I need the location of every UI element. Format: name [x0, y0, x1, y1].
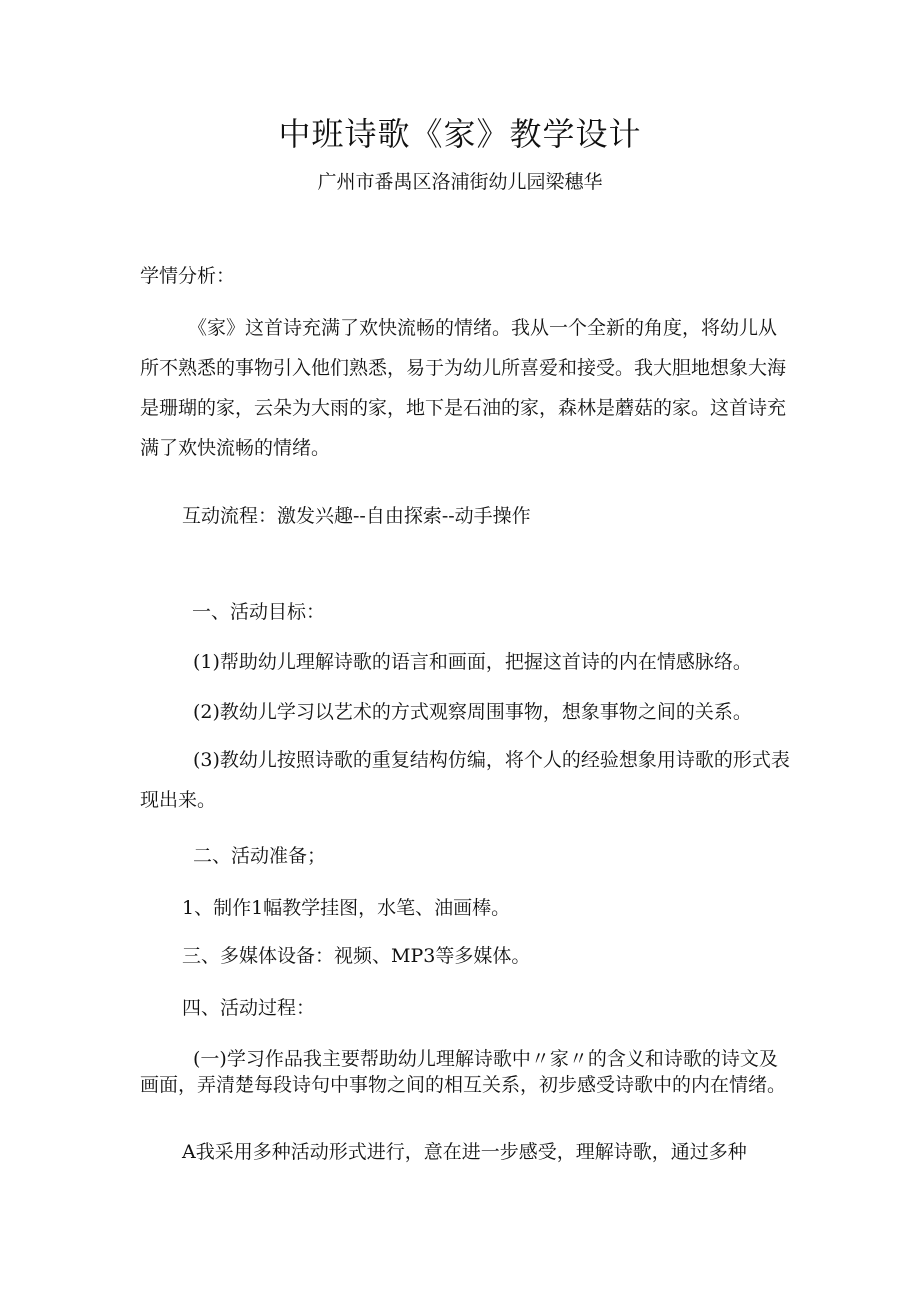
section3-media: 三、多媒体设备：视频、MP3等多媒体。 [182, 945, 531, 967]
goal-item-1: (1)帮助幼儿理解诗歌的语言和画面，把握这首诗的内在情感脉络。 [193, 651, 752, 673]
analysis-heading: 学情分析： [140, 265, 236, 287]
process-item-1: (一)学习作品我主要帮助幼儿理解诗歌中〃家〃的含义和诗歌的诗文及画面，弄清楚每段诗句中事物之间的相互关系，初步感受诗歌中的内在情绪。 [140, 1048, 787, 1096]
interaction-flow: 互动流程：激发兴趣--自由探索--动手操作 [182, 505, 531, 527]
analysis-paragraph: 《家》这首诗充满了欢快流畅的情绪。我从一个全新的角度，将幼儿从所不熟悉的事物引入他们熟悉，易于为幼儿所喜爱和接受。我大胆地想象大海是珊瑚的家，云朵为大雨的家，地下是石油的家，森林是蘑菇的家。这首诗充满了欢快流畅的情绪。 [140, 317, 787, 459]
section4-heading: 四、活动过程： [182, 997, 316, 1019]
process-item-a: A我采用多种活动形式进行，意在进一步感受，理解诗歌，通过多种 [182, 1141, 747, 1163]
document-title: 中班诗歌《家》教学设计 [278, 115, 642, 153]
document-author: 广州市番禺区洛浦街幼儿园梁穗华 [317, 171, 603, 193]
section2-heading: 二、活动准备； [193, 845, 327, 867]
goal-item-2: (2)教幼儿学习以艺术的方式观察周围事物，想象事物之间的关系。 [193, 701, 752, 723]
goal-item-3: (3)教幼儿按照诗歌的重复结构仿编，将个人的经验想象用诗歌的形式表现出来。 [140, 749, 790, 811]
section1-heading: 一、活动目标： [192, 601, 326, 623]
prep-item-1: 1、制作1幅教学挂图，水笔、油画棒。 [182, 897, 511, 919]
